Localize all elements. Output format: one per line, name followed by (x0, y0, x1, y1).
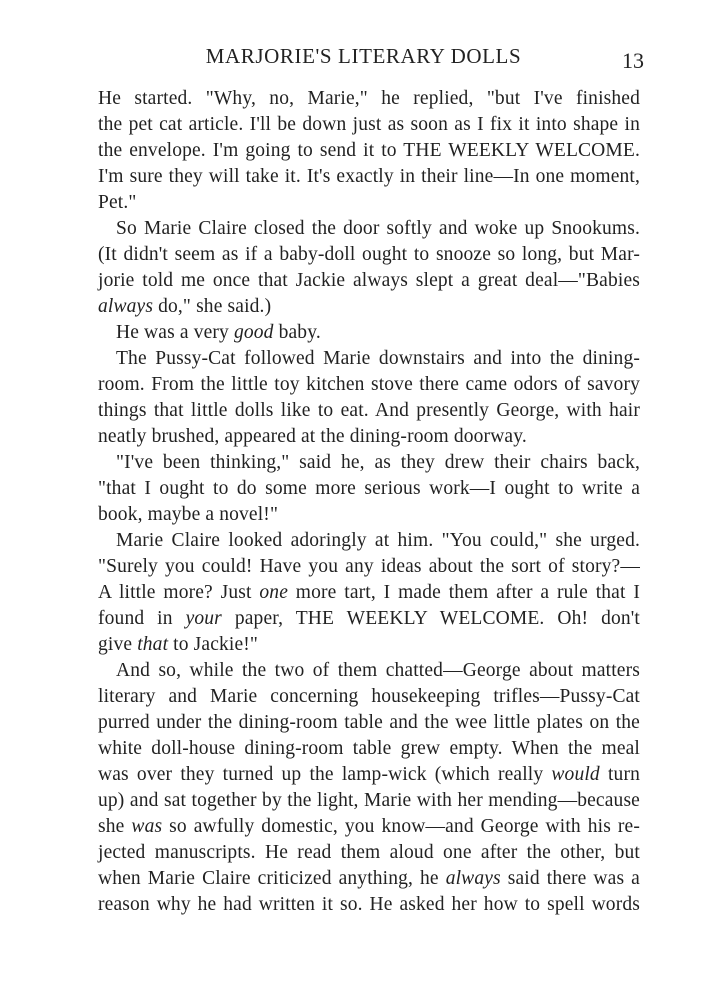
text-line (98, 138, 640, 164)
text-run: neatly brushed, appeared at the dining-room doorway. (98, 426, 527, 447)
text-line (98, 762, 640, 788)
text-line (116, 450, 640, 476)
italic-text: your (185, 608, 222, 629)
text-line (98, 710, 640, 736)
text-run: "that I ought to do some more serious work—I ought to write a (98, 478, 640, 499)
page-number: 13 (622, 48, 644, 73)
text-run: "I've been thinking," said he, as they drew their chairs back, (116, 452, 640, 473)
italic-text: would (551, 764, 600, 785)
text-line (98, 892, 640, 918)
text-line (98, 814, 640, 840)
italic-text: was (131, 816, 163, 837)
text-run: jorie told me once that Jackie always slept a great deal—"Babies (98, 270, 640, 291)
text-run: I'm sure they will take it. It's exactly in their line—In one moment, (98, 166, 640, 187)
text-line (98, 86, 640, 112)
text-run: was over they turned up the lamp-wick (which really (98, 764, 552, 785)
text-run: turn (599, 764, 640, 785)
text-line (98, 580, 640, 606)
italic-text: always (445, 868, 501, 889)
text-line (98, 268, 640, 294)
text-run: when Marie Claire criticized anything, he (98, 868, 446, 889)
text-run: literary and Marie concerning housekeeping trifles—Pussy-Cat (98, 686, 640, 707)
text-line (116, 216, 640, 242)
text-line (98, 294, 640, 320)
text-line (98, 372, 640, 398)
italic-text: always (98, 296, 154, 317)
text-run: jected manuscripts. He read them aloud one after the other, but (98, 842, 640, 863)
text-line (98, 242, 640, 268)
text-line (98, 866, 640, 892)
text-run: the pet cat article. I'll be down just as soon as I fix it into shape in (98, 114, 640, 135)
text-run: found in (98, 608, 186, 629)
text-run: Marie Claire looked adoringly at him. "You could," she urged. (116, 530, 640, 551)
text-line (98, 554, 640, 580)
text-line (98, 502, 640, 528)
text-run: she (98, 816, 132, 837)
running-title: MARJORIE'S LITERARY DOLLS (205, 44, 522, 68)
text-line (98, 112, 640, 138)
text-line (116, 346, 640, 372)
italic-text: good (233, 322, 274, 343)
text-run: paper, THE WEEKLY WELCOME. Oh! don't (221, 608, 640, 629)
text-run: book, maybe a novel!" (98, 504, 279, 525)
text-line (98, 190, 640, 216)
text-line (98, 788, 640, 814)
text-line (98, 476, 640, 502)
text-run: "Surely you could! Have you any ideas about the sort of story?— (98, 556, 640, 577)
text-run: things that little dolls like to eat. And presently George, with hair (98, 400, 640, 421)
text-run: to Jackie!" (168, 634, 259, 655)
text-line (116, 658, 640, 684)
text-run: give (98, 634, 138, 655)
text-run: reason why he had written it so. He asked her how to spell words (98, 894, 640, 915)
text-run: He started. "Why, no, Marie," he replied, "but I've finished (98, 88, 640, 109)
text-run: said there was a (500, 868, 640, 889)
text-run: (It didn't seem as if a baby-doll ought to snooze so long, but Mar- (98, 244, 640, 265)
text-line (98, 424, 640, 450)
italic-text: that (137, 634, 169, 655)
text-run: white doll-house dining-room table grew empty. When the meal (98, 738, 640, 759)
text-run: So Marie Claire closed the door softly and woke up Snookums. (116, 218, 640, 239)
text-line (98, 398, 640, 424)
text-run: more tart, I made them after a rule that I (288, 582, 640, 603)
text-line (98, 632, 640, 658)
text-run: And so, while the two of them chatted—George about matters (116, 660, 640, 681)
text-run: baby. (273, 322, 321, 343)
text-run: up) and sat together by the light, Marie with her mending—because (98, 790, 640, 811)
text-run: do," she said.) (153, 296, 272, 317)
text-run: room. From the little toy kitchen stove there came odors of savory (98, 374, 640, 395)
text-line (116, 528, 640, 554)
text-line (116, 320, 640, 346)
text-line (98, 684, 640, 710)
text-line (98, 606, 640, 632)
text-run: purred under the dining-room table and the wee little plates on the (98, 712, 640, 733)
text-line (98, 840, 640, 866)
text-run: A little more? Just (98, 582, 260, 603)
running-head (0, 44, 727, 74)
text-run: The Pussy-Cat followed Marie downstairs and into the dining- (116, 348, 640, 369)
text-run: the envelope. I'm going to send it to THE WEEKLY WELCOME. (98, 140, 640, 161)
text-run: so awfully domestic, you know—and George with his re- (162, 816, 641, 837)
text-line (98, 164, 640, 190)
text-run: Pet." (98, 192, 137, 213)
italic-text: one (259, 582, 289, 603)
text-run: He was a very (116, 322, 234, 343)
text-line (98, 736, 640, 762)
